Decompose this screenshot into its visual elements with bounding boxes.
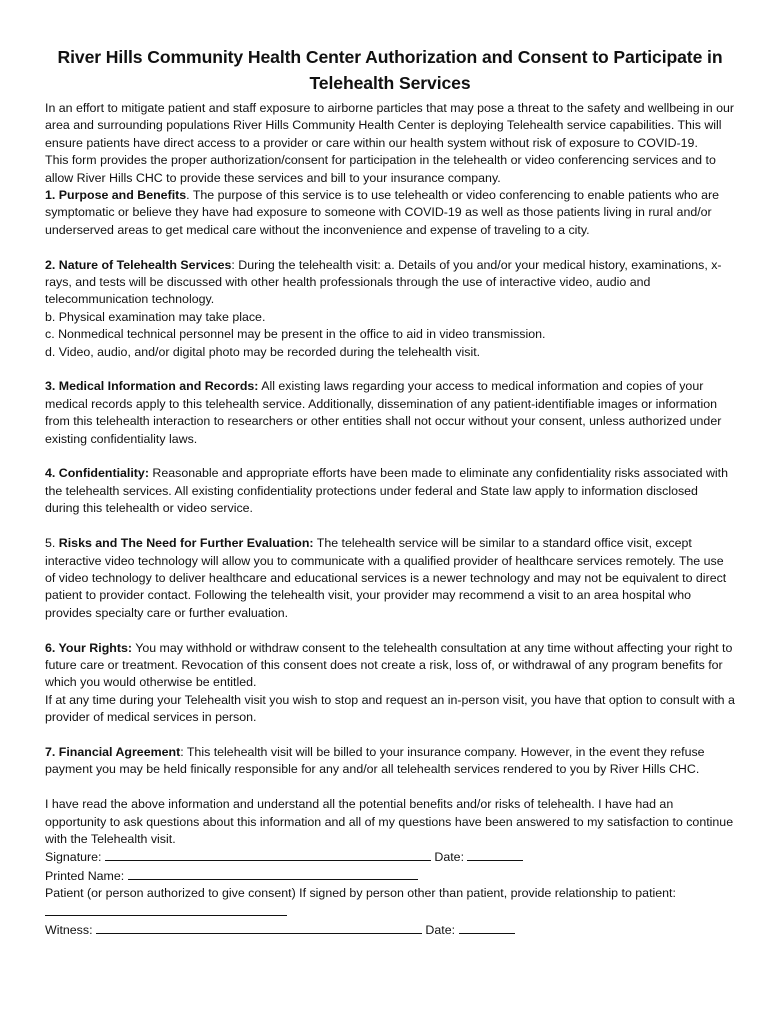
section-heading: 2. Nature of Telehealth Services <box>45 257 232 272</box>
list-item-b: b. Physical examination may take place. <box>45 309 266 324</box>
section-records <box>45 378 735 448</box>
section-heading: 7. Financial Agreement <box>45 744 181 759</box>
section-text: The telehealth service will be similar to a standard office visit, except interactive video technology will allow you to communicate with a qualified provider of healthcare services remotely. The use of video technology to deliver healthcare and educational services is a newer technology and may not be equivalent to direct patient to provider contact. Following the telehealth visit, your provider may recommend a visit to an area hospital who provides specialty care or further evaluation. <box>45 536 727 620</box>
section-text: : During the telehealth visit: a. Details of you and/or your medical history, examinations, x-rays, and tests will be discussed with other health professionals through the use of interactive video, audio and telecommunication technology. <box>45 257 722 307</box>
list-item-d: d. Video, audio, and/or digital photo may be recorded during the telehealth visit. <box>45 344 481 359</box>
section-heading: 6. Your Rights: <box>45 640 132 655</box>
consent-form <box>45 44 735 939</box>
section-confidentiality <box>45 465 735 517</box>
spacer <box>45 622 735 639</box>
spacer <box>45 518 735 535</box>
section-purpose <box>45 187 735 239</box>
witness-field[interactable] <box>96 921 422 934</box>
section-heading: 1. Purpose and Benefits <box>45 188 187 203</box>
spacer <box>45 727 735 744</box>
section-rights <box>45 640 735 692</box>
section-number: 5. <box>45 536 59 551</box>
spacer <box>45 779 735 796</box>
spacer <box>45 239 735 256</box>
intro-paragraph-2: This form provides the proper authorization/consent for participation in the telehealth or video conferencing services and to allow River Hills CHC to provide these services and bill to your insurance company. <box>45 153 716 185</box>
section-text: Reasonable and appropriate efforts have been made to eliminate any confidentiality risks associated with the telehealth services. All existing confidentiality protections under federal and State law apply to information disclosed during this telehealth or video service. <box>45 466 728 516</box>
section-risks <box>45 535 735 622</box>
signature-row <box>45 848 735 866</box>
section-heading: Risks and The Need for Further Evaluation: <box>58 536 314 551</box>
relationship-row <box>45 903 735 921</box>
witness-row <box>45 921 735 939</box>
witness-date-label: Date: <box>425 922 456 937</box>
section-nature <box>45 257 735 309</box>
section-text: . The purpose of this service is to use telehealth or video conferencing to enable patients who are symptomatic or believe they have had exposure to someone with COVID-19 as well as those patients living in rural and/or underserved areas to get medical care without the inconvenience and expense of traveling to a city. <box>45 188 720 237</box>
date-label: Date: <box>434 850 465 865</box>
list-item-c: c. Nonmedical technical personnel may be present in the office to aid in video transmission. <box>45 327 546 342</box>
acknowledgement: I have read the above information and understand all the potential benefits and/or risks of telehealth. I have had an opportunity to ask questions about this information and all of my questions have been answered to my satisfaction to continue with the Telehealth visit. <box>45 797 734 846</box>
form-title: River Hills Community Health Center Authorization and Consent to Participate in Telehealth Services <box>57 47 723 93</box>
witness-label: Witness: <box>45 922 93 937</box>
section-text: You may withhold or withdraw consent to the telehealth consultation at any time without affecting your right to future care or treatment. Revocation of this consent does not create a risk, loss of, or withdrawal of any program benefits for which you would otherwise be entitled. <box>45 640 733 690</box>
printed-name-field[interactable] <box>128 867 418 880</box>
printed-name-label: Printed Name: <box>45 868 125 883</box>
spacer <box>45 361 735 378</box>
section-heading: 3. Medical Information and Records: <box>45 379 259 394</box>
section-rights-2: If at any time during your Telehealth visit you wish to stop and request an in-person visit, you have that option to consult with a provider of medical services in person. <box>45 692 735 725</box>
intro-paragraph: In an effort to mitigate patient and staff exposure to airborne particles that may pose a threat to the safety and wellbeing in our area and surrounding populations River Hills Community Health Center is deploying Telehealth service capabilities. This will ensure patients have direct access to a provider or care within our health system without risk of exposure to COVID-19. <box>45 101 735 150</box>
spacer <box>45 448 735 465</box>
section-financial <box>45 744 735 779</box>
relationship-field[interactable] <box>45 903 287 916</box>
witness-date-field[interactable] <box>459 921 515 934</box>
section-text: All existing laws regarding your access to medical information and copies of your medical records apply to this telehealth service. Additionally, dissemination of any patient-identifiable images or information from this telehealth interaction to researchers or other entities shall not occur without your consent, unless authorized under existing confidentiality laws. <box>45 379 722 446</box>
signature-field[interactable] <box>105 848 431 861</box>
relationship-label: Patient (or person authorized to give consent) If signed by person other than patient, provide relationship to patient: <box>45 886 676 901</box>
section-heading: 4. Confidentiality: <box>45 466 149 481</box>
signature-label: Signature: <box>45 850 102 865</box>
date-field[interactable] <box>467 848 523 861</box>
section-text: : This telehealth visit will be billed to your insurance company. However, in the event they refuse payment you may be held finically responsible for any and/or all telehealth services rendered to you by River Hills CHC. <box>45 744 705 777</box>
printed-name-row <box>45 867 735 885</box>
